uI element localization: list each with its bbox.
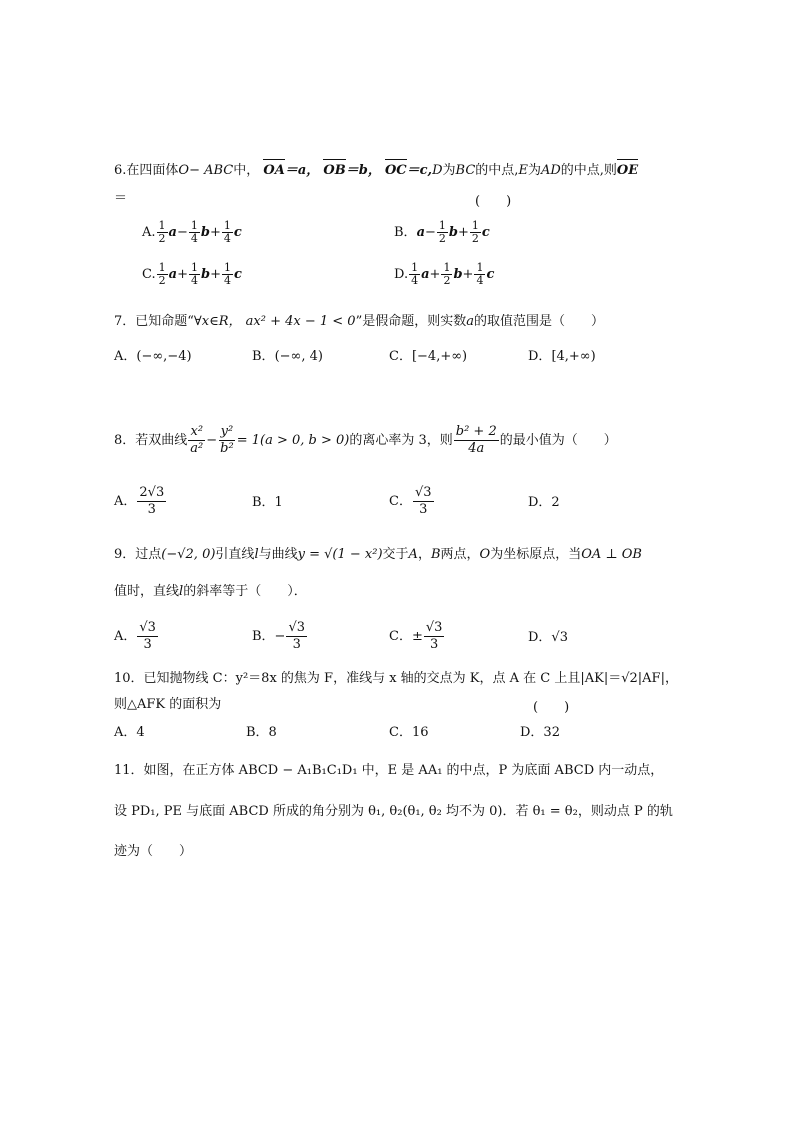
question-7-option-b: B．(−∞, 4) xyxy=(252,349,323,364)
question-9-option-c: C．± $\frac{√3}{3}$ xyxy=(389,620,443,652)
question-6-stem: 6.在四面体O− ABC中， OA＝a， OB＝b， OC＝c,D为BC的中点,E为AD的中点,则OE xyxy=(114,163,639,178)
question-10-option-a: A．4 xyxy=(114,725,145,740)
question-7-stem: 7．已知命题“∀x∈R， ax² + 4x − 1 < 0”是假命题，则实数a的取值范围是（ ） xyxy=(114,314,605,329)
vector-oe: OE xyxy=(616,163,639,178)
question-10-stem-line2: 则△AFK 的面积为 xyxy=(114,697,222,712)
question-9-stem-line1: 9．过点(−√2, 0)引直线l与曲线y = √(1 − x²)交于A，B两点，O为坐标原点，当OA ⊥ OB xyxy=(114,547,642,562)
question-9-option-a: A． $\frac{√3}{3}$ xyxy=(114,620,156,652)
question-9-option-d: D．√3 xyxy=(528,630,568,645)
question-11-stem-line2: 设 PD₁, PE 与底面 ABCD 所成的角分别为 θ₁, θ₂(θ₁, θ₂ 均不为 0)．若 θ₁ = θ₂，则动点 P 的轨 xyxy=(114,804,673,819)
question-7-option-d: D．[4,+∞) xyxy=(528,349,596,364)
vector-ob: OB xyxy=(323,163,346,178)
question-6-option-c: C. $\frac{1}{2}$ a+ $\frac{1}{4}$ b+ $\frac{1}{4}$ c xyxy=(142,261,242,287)
question-6-answer-paren: ( ) xyxy=(475,194,512,209)
vector-oc: OC xyxy=(384,163,407,178)
question-8-option-c: C． $\frac{√3}{3}$ xyxy=(389,485,432,517)
question-7-option-c: C．[−4,+∞) xyxy=(389,349,468,364)
question-9-stem-line2: 值时，直线l的斜率等于（ ）． xyxy=(114,584,307,599)
question-10-stem-line1: 10．已知抛物线 C：y²＝8x 的焦为 F，准线与 x 轴的交点为 K，点 A 在 C 上且|AK|＝√2|AF|， xyxy=(114,671,678,686)
question-11-stem-line1: 11．如图，在正方体 ABCD − A₁B₁C₁D₁ 中，E 是 AA₁ 的中点，P 为底面 ABCD 内一动点， xyxy=(114,763,664,778)
question-10-option-b: B．8 xyxy=(246,725,277,740)
vector-oa: OA xyxy=(263,163,285,178)
question-10-option-d: D．32 xyxy=(520,725,560,740)
question-6-option-d: D. $\frac{1}{4}$ a+ $\frac{1}{2}$ b+ $\frac{1}{4}$ c xyxy=(394,261,495,287)
question-8-stem: 8．若双曲线 $\frac{\text{x²}}{\text{a²}}$ − $\frac{\text{y²}}{\text{b²}}$ = 1(a > 0, b > 0)的离心率为 3，则 $\frac{\text{b² + 2}}{4a}$ 的最小值为（ ） xyxy=(114,424,617,456)
question-10-option-c: C．16 xyxy=(389,725,429,740)
question-8-option-d: D．2 xyxy=(528,495,560,510)
question-8-option-b: B．1 xyxy=(252,495,283,510)
question-8-option-a: A． $\frac{2√3}{3}$ xyxy=(114,485,165,517)
question-6-equals: ＝ xyxy=(114,191,128,206)
question-10-answer-paren: ( ) xyxy=(533,700,570,715)
question-11-stem-line3: 迹为（ ） xyxy=(114,844,193,859)
question-6-option-a: A. $\frac{1}{2}$ a− $\frac{1}{4}$ b+ $\frac{1}{4}$ c xyxy=(142,219,242,245)
question-9-option-b: B．− $\frac{√3}{3}$ xyxy=(252,620,306,652)
question-7-option-a: A．(−∞,−4) xyxy=(114,349,192,364)
question-6-option-b: B．a− $\frac{1}{2}$ b+ $\frac{1}{2}$ c xyxy=(394,219,490,245)
